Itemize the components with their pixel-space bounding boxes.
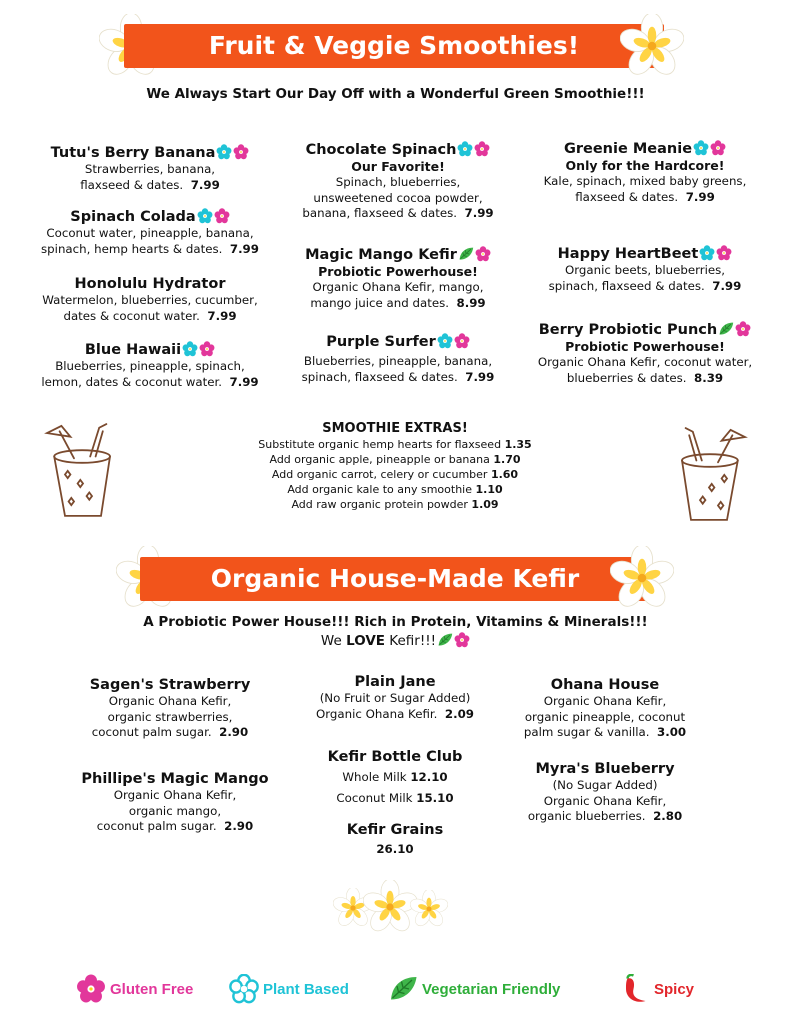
bottle-row-label: Coconut Milk — [336, 790, 413, 805]
bottle-club-title: Kefir Bottle Club — [327, 749, 463, 765]
item-name: Myra's Blueberry — [535, 761, 675, 777]
item-name: Berry Probiotic Punch — [538, 322, 718, 338]
legend-label: Vegetarian Friendly — [422, 980, 561, 998]
legend-label: Gluten Free — [110, 980, 194, 998]
item-name: Tutu's Berry Banana — [50, 145, 216, 161]
menu-item — [30, 275, 270, 324]
plumeria-flower-icon — [363, 880, 417, 934]
item-price: 8.99 — [456, 295, 486, 310]
item-name: Honolulu Hydrator — [74, 276, 226, 292]
item-desc: Organic beets, blueberries, — [564, 263, 726, 277]
plant-based-icon — [457, 141, 473, 157]
legend-gluten-free — [76, 972, 193, 1006]
item-desc: Organic Ohana Kefir, — [113, 788, 237, 802]
kefir-grains — [275, 821, 515, 858]
kefir-banner: Organic House-Made Kefir — [140, 557, 650, 601]
tagline-text: Kefir!!! — [384, 633, 437, 649]
plant-based-icon — [437, 333, 453, 349]
kefir-grains-price: 26.10 — [376, 842, 414, 856]
gluten-free-icon — [474, 141, 490, 157]
item-desc: organic pineapple, coconut — [524, 709, 686, 724]
extra-price: 1.35 — [504, 438, 532, 451]
item-desc: Organic Ohana Kefir, coconut water, — [537, 355, 753, 369]
menu-item — [525, 245, 765, 294]
menu-item — [283, 141, 513, 222]
menu-item — [283, 333, 513, 385]
gluten-free-icon — [214, 208, 230, 224]
kefir-tagline-2 — [0, 632, 791, 649]
item-price: 7.99 — [229, 241, 259, 256]
leaf-icon — [388, 974, 418, 1004]
gluten-free-icon — [454, 632, 470, 648]
item-price: 7.99 — [685, 189, 715, 204]
bottle-row-price: 15.10 — [416, 790, 454, 805]
extra-line: Add raw organic protein powder — [291, 498, 468, 511]
kefir-bottle-club — [275, 748, 515, 806]
item-desc: (No Sugar Added) — [552, 778, 658, 792]
item-price: 8.39 — [694, 370, 724, 385]
gluten-free-icon — [454, 333, 470, 349]
kefir-tagline: A Probiotic Power House!!! Rich in Protein, Vitamins & Minerals!!! — [143, 614, 648, 630]
gluten-free-icon — [475, 246, 491, 262]
item-desc: palm sugar & vanilla. — [523, 725, 650, 739]
item-desc: banana, flaxseed & dates. — [302, 206, 457, 220]
menu-item — [525, 321, 765, 386]
item-desc: Blueberries, pineapple, spinach, — [55, 359, 245, 373]
item-price: 2.90 — [219, 725, 249, 739]
item-desc: coconut palm sugar. — [91, 725, 212, 739]
gluten-free-icon — [710, 140, 726, 156]
legend-spicy — [620, 972, 694, 1006]
plant-based-icon — [182, 341, 198, 357]
plumeria-flower-icon — [620, 14, 684, 78]
gluten-free-icon — [233, 144, 249, 160]
tagline-text: We — [320, 633, 347, 649]
item-name: Magic Mango Kefir — [305, 247, 457, 263]
chili-pepper-icon — [620, 974, 650, 1004]
item-desc: mango juice and dates. — [310, 295, 449, 310]
item-price: 2.90 — [224, 819, 254, 833]
menu-item — [485, 676, 725, 741]
item-desc: flaxseed & dates. — [80, 177, 184, 192]
item-desc: Organic Ohana Kefir, — [543, 793, 667, 808]
item-subtitle: Only for the Hardcore! — [565, 158, 725, 173]
menu-item — [485, 760, 725, 825]
menu-item — [30, 208, 270, 257]
extras-title: SMOOTHIE EXTRAS! — [322, 421, 468, 436]
menu-item — [30, 144, 270, 193]
item-desc: unsweetened cocoa powder, — [313, 190, 483, 205]
hibiscus-pink-icon — [76, 974, 106, 1004]
item-name: Greenie Meanie — [563, 141, 693, 157]
item-price: 7.99 — [190, 177, 220, 192]
plant-based-icon — [693, 140, 709, 156]
item-subtitle: Probiotic Powerhouse! — [318, 264, 478, 279]
item-name: Purple Surfer — [326, 334, 436, 350]
hibiscus-blue-icon — [229, 974, 259, 1004]
extra-price: 1.70 — [493, 453, 521, 466]
item-desc: Strawberries, banana, — [84, 162, 216, 176]
item-name: Blue Hawaii — [84, 342, 182, 358]
item-name: Chocolate Spinach — [305, 142, 457, 158]
vegetarian-friendly-icon — [458, 246, 474, 262]
item-price: 2.80 — [653, 809, 683, 823]
item-desc: spinach, flaxseed & dates. — [548, 278, 705, 293]
item-desc: Organic Ohana Kefir. — [315, 706, 438, 721]
plant-based-icon — [216, 144, 232, 160]
item-price: 7.99 — [712, 278, 742, 293]
smoothie-extras — [230, 420, 560, 512]
item-name: Sagen's Strawberry — [89, 677, 251, 693]
bottle-row-label: Whole Milk — [342, 770, 407, 784]
item-price: 7.99 — [229, 374, 259, 389]
item-desc: Organic Ohana Kefir, — [543, 694, 667, 708]
item-subtitle: Probiotic Powerhouse! — [565, 339, 725, 354]
smoothies-banner: Fruit & Veggie Smoothies! — [124, 24, 664, 68]
item-desc: Spinach, blueberries, — [335, 175, 461, 189]
extra-price: 1.10 — [475, 483, 503, 496]
vegetarian-friendly-icon — [718, 321, 734, 337]
item-desc: Organic Ohana Kefir, — [108, 694, 232, 708]
item-desc: Coconut water, pineapple, banana, — [46, 226, 254, 240]
item-name: Phillipe's Magic Mango — [81, 771, 269, 787]
vegetarian-friendly-icon — [437, 632, 453, 648]
extra-line: Add organic carrot, celery or cucumber — [271, 468, 488, 481]
item-desc: spinach, hemp hearts & dates. — [41, 241, 223, 256]
item-price: 7.99 — [207, 308, 237, 323]
item-desc: (No Fruit or Sugar Added) — [319, 691, 471, 705]
item-name: Happy HeartBeet — [557, 246, 699, 262]
item-desc: organic strawberries, — [107, 709, 233, 724]
tagline-bold: LOVE — [346, 633, 385, 649]
item-desc: Kale, spinach, mixed baby greens, — [543, 174, 747, 188]
smoothie-cup-icon — [664, 422, 754, 526]
item-desc: Blueberries, pineapple, banana, — [303, 354, 493, 368]
item-price: 3.00 — [657, 725, 687, 739]
item-desc: coconut palm sugar. — [96, 819, 217, 833]
plant-based-icon — [197, 208, 213, 224]
legend-vegetarian — [388, 972, 560, 1006]
item-desc: flaxseed & dates. — [575, 189, 679, 204]
menu-item — [50, 676, 290, 741]
gluten-free-icon — [199, 341, 215, 357]
menu-item — [275, 673, 515, 722]
bottle-row-price: 12.10 — [410, 770, 448, 784]
item-name: Spinach Colada — [70, 209, 196, 225]
legend-plant-based — [229, 972, 349, 1006]
extra-line: Add organic kale to any smoothie — [287, 483, 473, 496]
item-price: 7.99 — [465, 369, 495, 384]
legend-label: Spicy — [654, 980, 695, 998]
plant-based-icon — [699, 245, 715, 261]
plumeria-flower-icon — [410, 890, 448, 928]
gluten-free-icon — [716, 245, 732, 261]
item-desc: Watermelon, blueberries, cucumber, — [42, 293, 258, 307]
menu-item — [30, 341, 270, 390]
extra-line: Add organic apple, pineapple or banana — [269, 453, 490, 466]
item-price: 2.09 — [444, 706, 475, 721]
item-desc: spinach, flaxseed & dates. — [301, 369, 458, 384]
item-desc: blueberries & dates. — [566, 370, 687, 385]
item-name: Ohana House — [550, 677, 660, 693]
item-desc: lemon, dates & coconut water. — [41, 374, 223, 389]
menu-item — [283, 246, 513, 311]
item-desc: organic mango, — [128, 803, 222, 818]
kefir-grains-title: Kefir Grains — [346, 822, 444, 838]
extra-price: 1.09 — [471, 498, 499, 511]
item-desc: organic blueberries. — [527, 809, 646, 823]
item-price: 7.99 — [464, 206, 494, 220]
extra-price: 1.60 — [490, 468, 519, 481]
item-name: Plain Jane — [354, 674, 436, 690]
gluten-free-icon — [735, 321, 751, 337]
menu-item — [525, 140, 765, 205]
plumeria-flower-icon — [610, 546, 674, 610]
item-desc: Organic Ohana Kefir, mango, — [312, 280, 484, 294]
extra-line: Substitute organic hemp hearts for flaxseed — [258, 438, 502, 451]
smoothie-cup-icon — [38, 418, 128, 522]
item-subtitle: Our Favorite! — [351, 159, 445, 174]
menu-item — [55, 770, 295, 835]
legend-label: Plant Based — [263, 980, 349, 998]
smoothies-tagline: We Always Start Our Day Off with a Wonderful Green Smoothie!!! — [146, 86, 645, 102]
item-desc: dates & coconut water. — [63, 308, 200, 323]
